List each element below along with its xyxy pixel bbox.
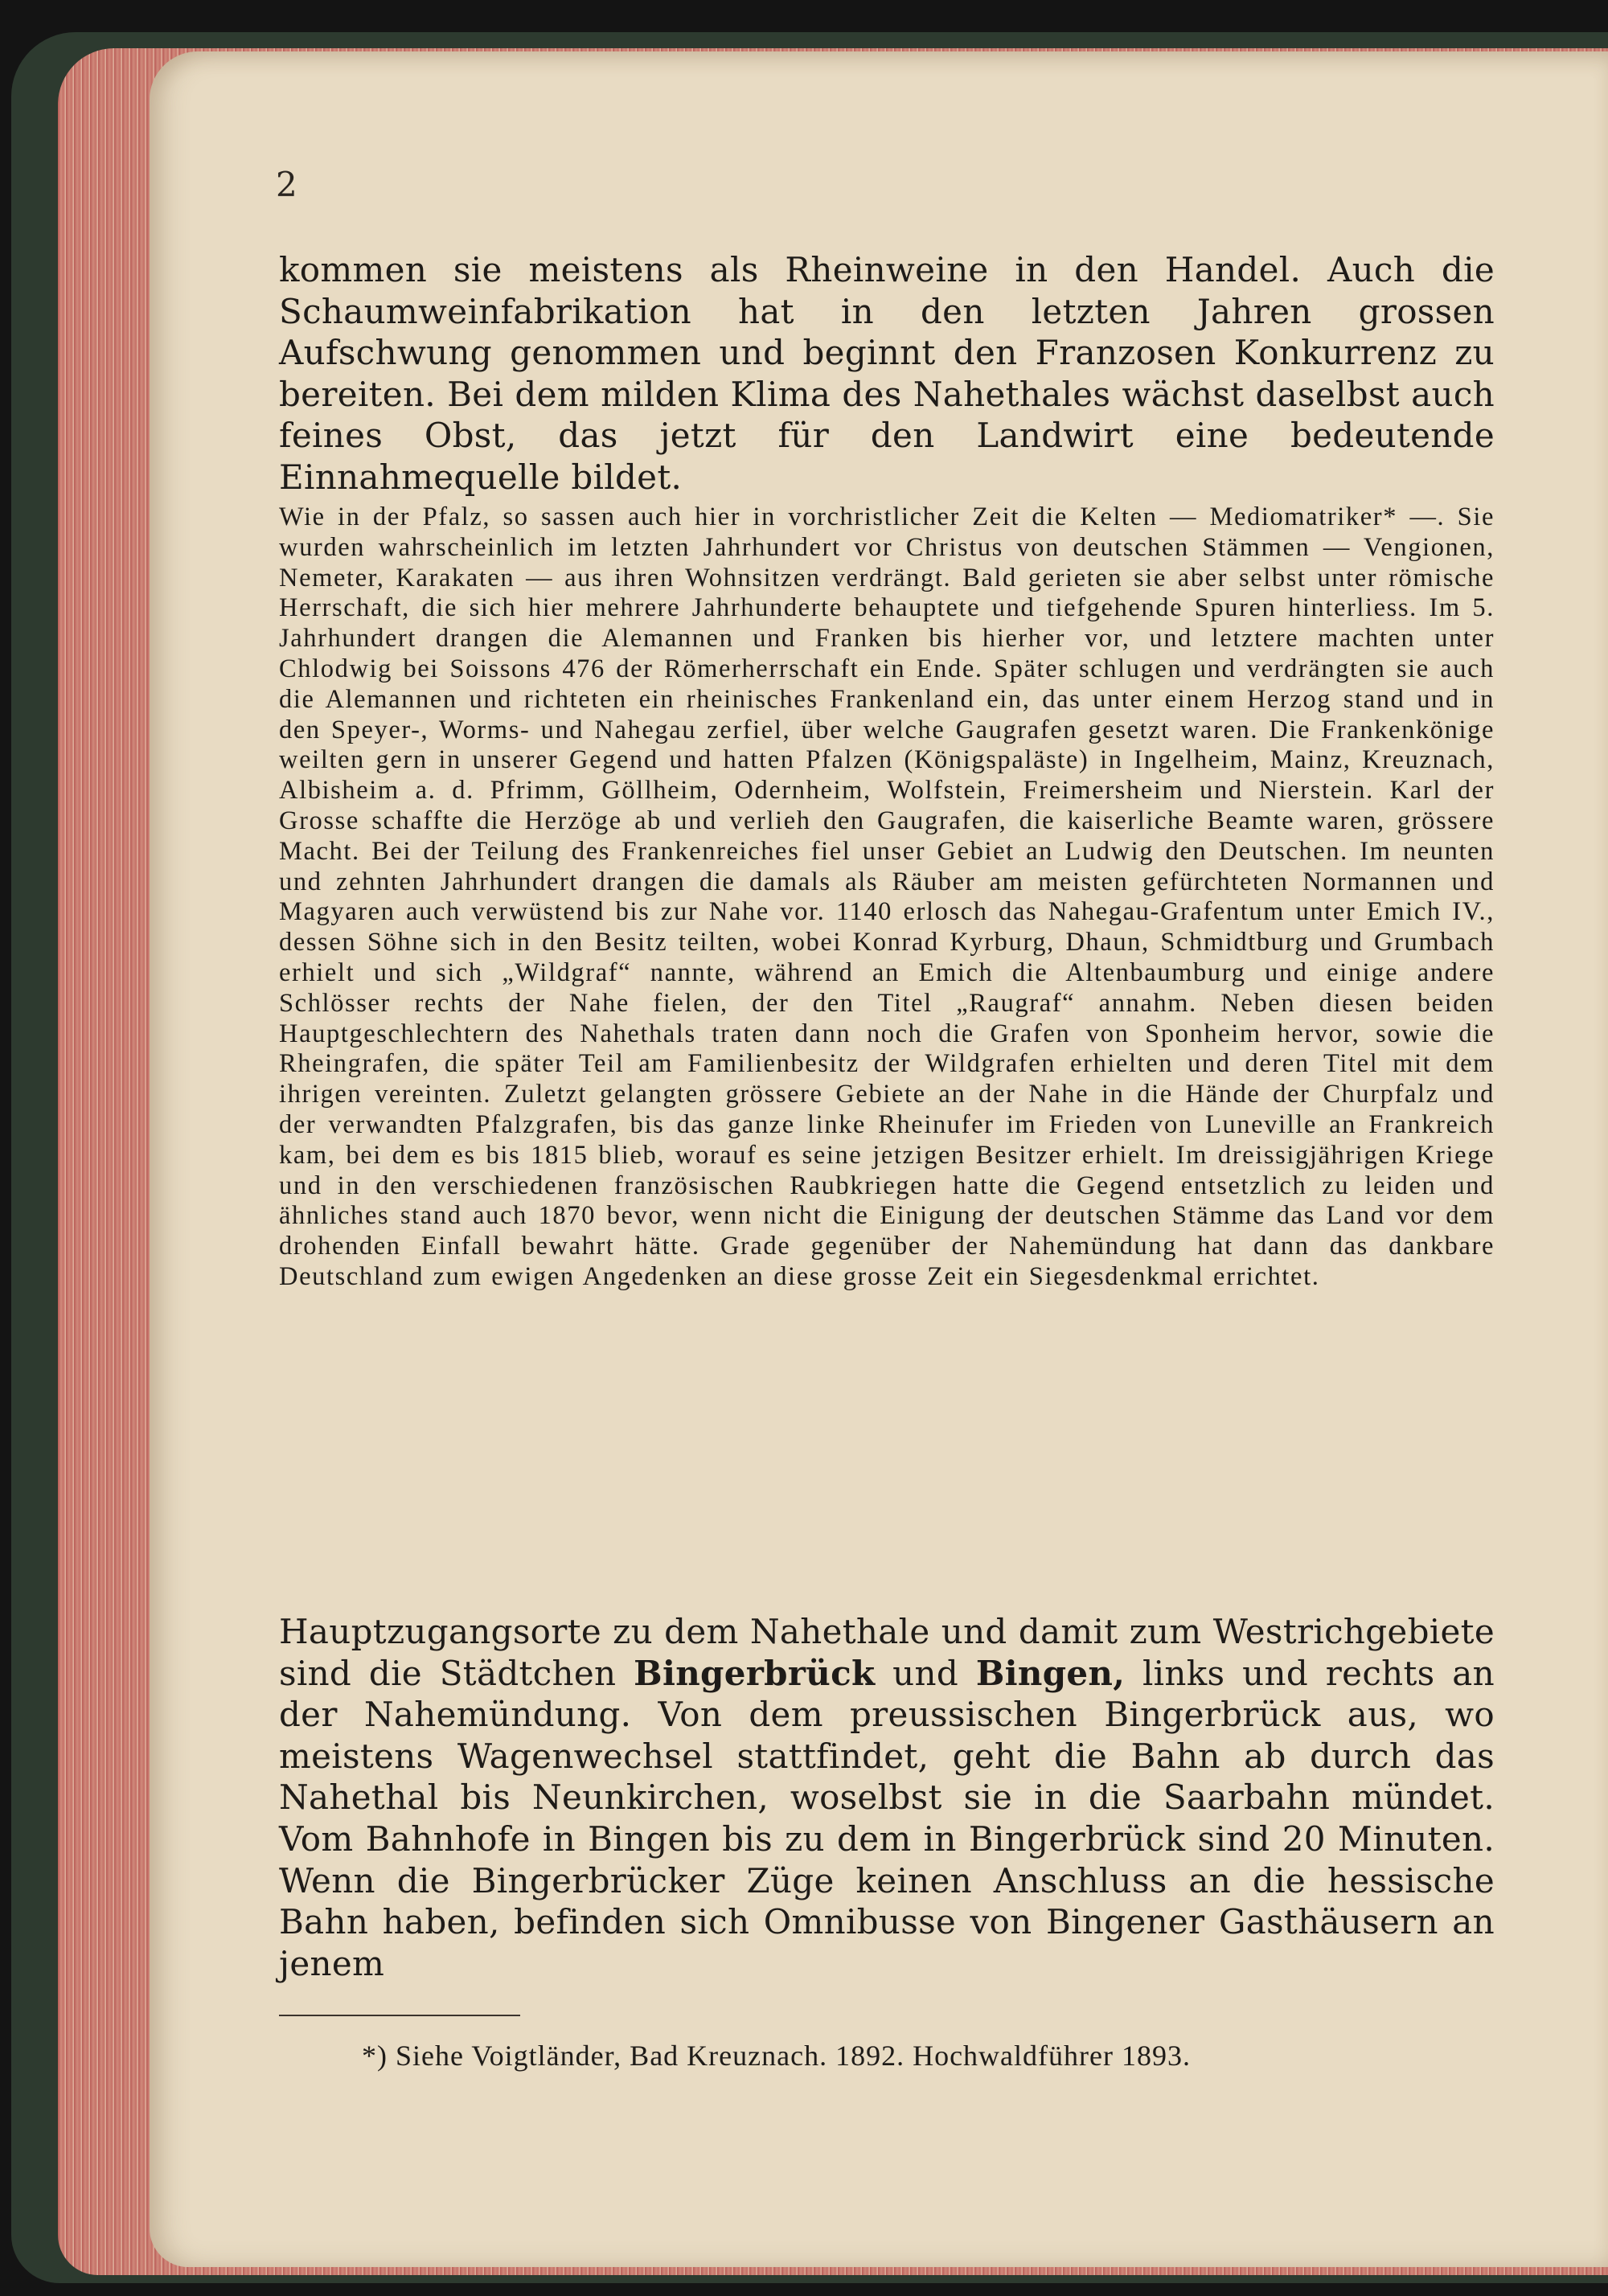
footnote: *) Siehe Voigtländer, Bad Kreuznach. 1892. Hochwaldführer 1893. — [362, 2040, 1191, 2072]
page-number: 2 — [276, 165, 297, 204]
paragraph-intro: kommen sie meistens als Rheinweine in den Handel. Auch die Schaumweinfabrikation hat in den letzten Jahren grossen Aufschwung genommen und beginnt den Franzosen Konkurrenz zu bereiten. Bei dem milden Klima des Nahethales wächst daselbst auch feines Obst, das jetzt für den Landwirt eine bedeutende Einnahmequelle bildet. — [279, 250, 1495, 497]
access-text-after: links und rechts an der Nahemündung. Von dem preussischen Bingerbrück aus, wo meistens Wagenwechsel stattfindet, geht die Bahn ab durch das Nahethal bis Neunkirchen, woselbst sie in die Saarbahn mündet. Vom Bahnhofe in Bingen bis zu dem in Bingerbrück sind 20 Minuten. Wenn die Bingerbrücker Züge keinen Anschluss an die hessische Bahn haben, befinden sich Omnibusse von Bingener Gasthäusern an jenem — [279, 1653, 1495, 1983]
paragraph-access — [279, 1611, 1495, 1984]
place-bingen: Bingen, — [975, 1653, 1126, 1693]
access-text-before: Hauptzugangsorte zu dem Nahethale und damit zum Westrichgebiete sind die Städtchen — [279, 1612, 1495, 1693]
footnote-divider — [279, 2015, 520, 2016]
place-bingerbrueck: Bingerbrück — [634, 1653, 876, 1693]
paragraph-history: Wie in der Pfalz, so sassen auch hier in vorchristlicher Zeit die Kelten — Mediomatriker* —. Sie wurden wahrscheinlich im letzten Jahrhundert vor Christus von deutschen Stämmen — Vengionen, Nemeter, Karakaten — aus ihren Wohnsitzen verdrängt. Bald gerieten sie aber selbst unter römische Herrschaft, die sich hier mehrere Jahrhunderte behauptete und tiefgehende Spuren hinterliess. Im 5. Jahrhundert drangen die Alemannen und Franken bis hierher vor, und letztere machten unter Chlodwig bei Soissons 476 der Römerherrschaft ein Ende. Später schlugen und verdrängten sie auch die Alemannen und richteten ein rheinisches Frankenland ein, das unter einem Herzog stand und in den Speyer-, Worms- und Nahegau zerfiel, über welche Gaugrafen gesetzt waren. Die Frankenkönige weilten gern in unserer Gegend und hatten Pfalzen (Königspaläste) in Ingelheim, Mainz, Kreuznach, Albisheim a. d. Pfrimm, Göllheim, Odernheim, Wolfstein, Freimersheim und Nierstein. Karl der Grosse schaffte die Herzöge ab und verlieh den Gaugrafen, die kaiserliche Beamte waren, grössere Macht. Bei der Teilung des Frankenreiches fiel unser Gebiet an Ludwig den Deutschen. Im neunten und zehnten Jahrhundert drangen die damals als Räuber am meisten gefürchteten Normannen und Magyaren auch verwüstend bis zur Nahe vor. 1140 erlosch das Nahegau-Grafentum unter Emich IV., dessen Söhne sich in den Besitz teilten, wobei Konrad Kyrburg, Dhaun, Schmidtburg und Grumbach erhielt und sich „Wildgraf“ nannte, während an Emich die Altenbaumburg und einige andere Schlösser rechts der Nahe fielen, der den Titel „Raugraf“ annahm. Neben diesen beiden Hauptgeschlechtern des Nahethals traten dann noch die Grafen von Sponheim hervor, sowie die Rheingrafen, die später Teil am Familienbesitz der Wildgrafen erhielten und deren Titel mit dem ihrigen vereinten. Zuletzt gelangten grössere Gebiete an der Nahe in die Hände der Churpfalz und der verwandten Pfalzgrafen, bis das ganze linke Rheinufer im Frieden von Luneville an Frankreich kam, bei dem es bis 1815 blieb, worauf es seine jetzigen Besitzer erhielt. Im dreissigjährigen Kriege und in den verschiedenen französischen Raubkriegen hatte die Gegend entsetzlich zu leiden und ähnliches stand auch 1870 bevor, wenn nicht die Einigung der deutschen Stämme das Land vor dem drohenden Einfall bewahrt hätte. Grade gegenüber der Nahemündung hat dann das dankbare Deutschland zum ewigen Angedenken an diese grosse Zeit ein Siegesdenkmal errichtet. — [279, 502, 1495, 1291]
access-text-and: und — [892, 1653, 959, 1693]
